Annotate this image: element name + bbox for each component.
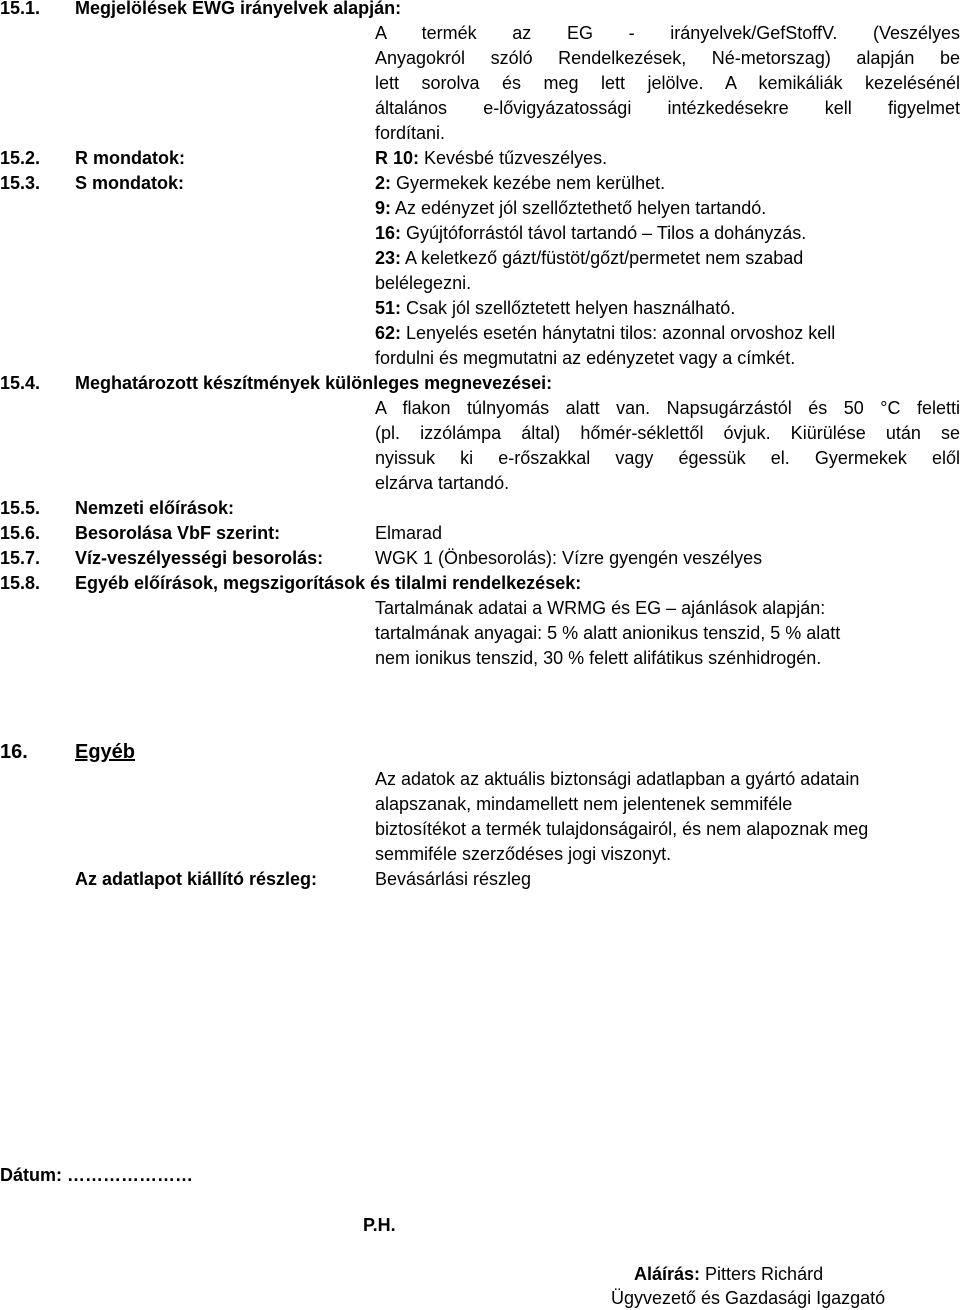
s-phrase-text: Lenyelés esetén hánytatni tilos: azonnal orvoshoz kell bbox=[401, 323, 836, 343]
r-phrase-code: R 10: bbox=[375, 148, 420, 168]
section-value: Elmarad bbox=[375, 523, 443, 543]
signature-line bbox=[634, 1262, 823, 1286]
body-line: nem ionikus tenszid, 30 % felett alifátikus szénhidrogén. bbox=[375, 648, 822, 668]
body-line: lett sorolva és meg lett jelölve. A kemikáliák kezelésénél bbox=[375, 73, 960, 93]
body-line: semmiféle szerződéses jogi viszonyt. bbox=[375, 844, 672, 864]
body-line: Anyagokról szóló Rendelkezések, Né-metorszag) alapján be bbox=[375, 48, 960, 68]
section-heading: Nemzeti előírások: bbox=[75, 498, 235, 518]
s-phrase-code: 23: bbox=[375, 248, 402, 268]
s-phrase-text: Csak jól szellőztetett helyen használható. bbox=[401, 298, 736, 318]
s-phrase-text: A keletkező gázt/füstöt/gőzt/permetet nem szabad bbox=[401, 248, 804, 268]
section-number: 15.5. bbox=[0, 498, 41, 518]
s-phrase-continuation: fordulni és megmutatni az edényzetet vagy a címkét. bbox=[375, 348, 796, 368]
r-phrase bbox=[375, 146, 607, 170]
s-phrase-continuation: belélegezni. bbox=[375, 273, 472, 293]
section-heading: Egyéb előírások, megszigorítások és tilalmi rendelkezések: bbox=[75, 573, 582, 593]
body-line: fordítani. bbox=[375, 123, 446, 143]
section-heading: Víz-veszélyességi besorolás: bbox=[75, 548, 324, 568]
s-phrase bbox=[375, 221, 806, 245]
body-line: A termék az EG - irányelvek/GefStoffV. (Veszélyes bbox=[375, 23, 960, 43]
s-phrase bbox=[375, 246, 803, 270]
issuer-value: Bevásárlási részleg bbox=[375, 869, 532, 889]
body-line: alapszanak, mindamellett nem jelentenek semmiféle bbox=[375, 794, 793, 814]
section-heading: S mondatok: bbox=[75, 173, 185, 193]
signature-name: Pitters Richárd bbox=[700, 1264, 824, 1284]
s-phrase-code: 16: bbox=[375, 223, 402, 243]
body-line: tartalmának anyagai: 5 % alatt anionikus tenszid, 5 % alatt bbox=[375, 623, 841, 643]
s-phrase bbox=[375, 196, 766, 220]
section-number: 15.2. bbox=[0, 148, 41, 168]
section-value: WGK 1 (Önbesorolás): Vízre gyengén veszélyes bbox=[375, 548, 763, 568]
s-phrase-text: Gyújtóforrástól távol tartandó – Tilos a dohányzás. bbox=[401, 223, 807, 243]
signature-label: Aláírás: bbox=[634, 1264, 701, 1284]
s-phrase-code: 9: bbox=[375, 198, 392, 218]
s-phrase bbox=[375, 296, 735, 320]
section-heading: R mondatok: bbox=[75, 148, 185, 168]
body-line: A flakon túlnyomás alatt van. Napsugárzástól és 50 °C feletti bbox=[375, 398, 960, 418]
s-phrase bbox=[375, 171, 665, 195]
section-number: 15.1. bbox=[0, 0, 41, 18]
s-phrase-code: 62: bbox=[375, 323, 402, 343]
r-phrase-text: Kevésbé tűzveszélyes. bbox=[419, 148, 608, 168]
section-heading: Meghatározott készítmények különleges megnevezései: bbox=[75, 373, 553, 393]
s-phrase-text: Az edényzet jól szellőztethető helyen tartandó. bbox=[391, 198, 767, 218]
s-phrase-code: 2: bbox=[375, 173, 392, 193]
section-number: 15.6. bbox=[0, 523, 41, 543]
signature-title: Ügyvezető és Gazdasági Igazgató bbox=[611, 1288, 886, 1308]
body-line: (pl. izzólámpa által) hőmér-séklettől óvjuk. Kiürülése után se bbox=[375, 423, 960, 443]
body-line: Az adatok az aktuális biztonsági adatlapban a gyártó adatain bbox=[375, 769, 860, 789]
section-number: 15.3. bbox=[0, 173, 41, 193]
s-phrase-text: Gyermekek kezébe nem kerülhet. bbox=[391, 173, 666, 193]
section-heading: Besorolása VbF szerint: bbox=[75, 523, 281, 543]
section-number: 15.4. bbox=[0, 373, 41, 393]
s-phrase-code: 51: bbox=[375, 298, 402, 318]
body-line: általános e-lővigyázatossági intézkedésekre kell figyelmet bbox=[375, 98, 960, 118]
stamp-placeholder: P.H. bbox=[363, 1215, 396, 1235]
section-number: 15.7. bbox=[0, 548, 41, 568]
issuer-label: Az adatlapot kiállító részleg: bbox=[75, 869, 318, 889]
section-heading: Megjelölések EWG irányelvek alapján: bbox=[75, 0, 402, 18]
s-phrase bbox=[375, 321, 835, 345]
body-line: biztosítékot a termék tulajdonságairól, és nem alapoznak meg bbox=[375, 819, 869, 839]
date-field: Dátum: ………………… bbox=[0, 1165, 193, 1185]
section-heading: Egyéb bbox=[75, 741, 136, 763]
section-number: 16. bbox=[0, 741, 28, 763]
section-number: 15.8. bbox=[0, 573, 41, 593]
body-line: elzárva tartandó. bbox=[375, 473, 510, 493]
body-line: Tartalmának adatai a WRMG és EG – ajánlások alapján: bbox=[375, 598, 826, 618]
body-line: nyissuk ki e-rőszakkal vagy égessük el. Gyermekek elől bbox=[375, 448, 960, 468]
